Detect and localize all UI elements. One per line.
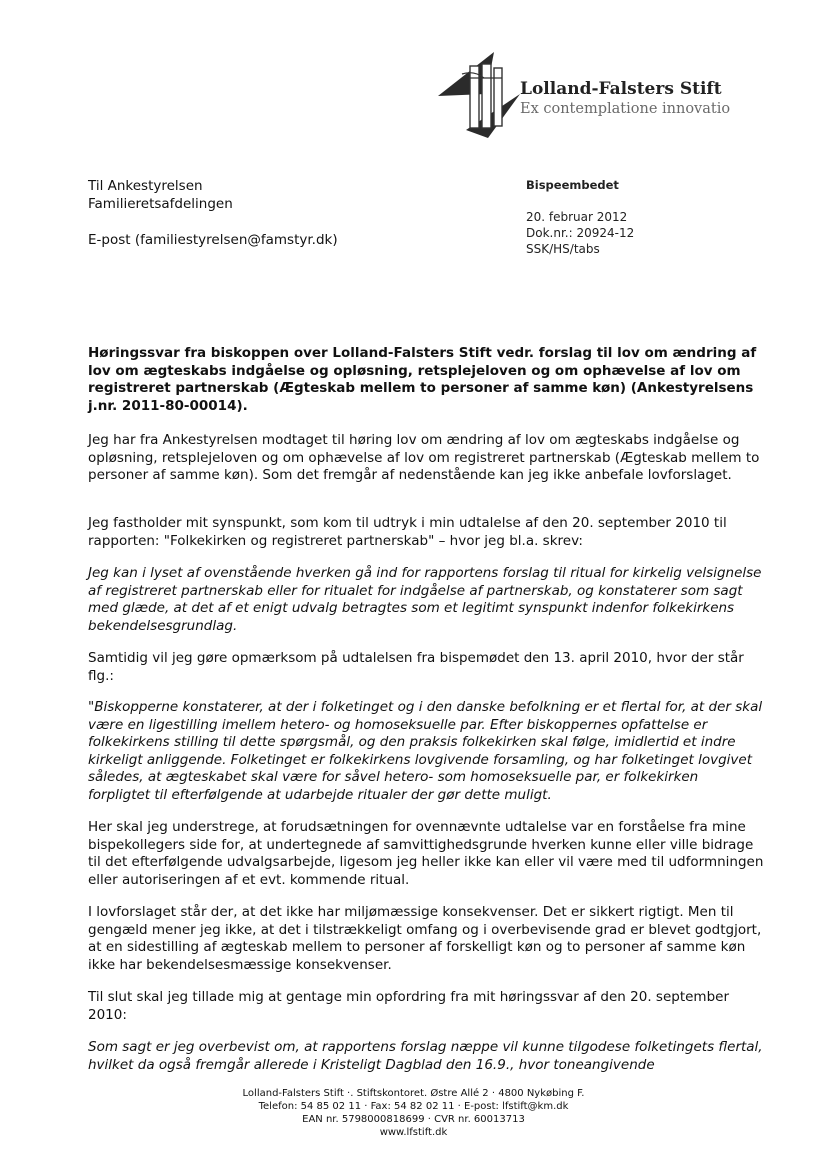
- paragraph-closing: Til slut skal jeg tillade mig at gentage min opfordring fra mit høringssvar af den 20. september 2010:: [88, 989, 729, 1023]
- document-date: 20. februar 2012: [526, 210, 628, 224]
- footer-address: Lolland-Falsters Stift ·. Stiftskontoret. Østre Allé 2 · 4800 Nykøbing F.: [242, 1088, 585, 1099]
- recipient-address: [88, 177, 338, 249]
- footer-contact: Telefon: 54 85 02 11 · Fax: 54 82 02 11 · E-post: lfstift@km.dk: [258, 1101, 569, 1112]
- quote-final: Som sagt er jeg overbevist om, at rapportens forslag næppe vil kunne tilgodese folketingets flertal, hvilket da også fremgår allerede i Kristeligt Dagblad den 16.9., hvor toneangivende: [88, 1039, 763, 1073]
- sender-office: Bispeembedet: [526, 178, 619, 192]
- footer-website: www.lfstift.dk: [379, 1127, 448, 1138]
- footer-registration: EAN nr. 5798000818699 · CVR nr. 60013713: [302, 1114, 525, 1125]
- logo-motto: Ex contemplatione innovatio: [520, 101, 731, 117]
- recipient-line1: Til Ankestyrelsen: [88, 178, 203, 194]
- paragraph-position: Jeg fastholder mit synspunkt, som kom til udtryk i min udtalelse af den 20. september 2010 til rapporten: "Folkekirken og registreret partnerskab" – hvor jeg bl.a. skrev:: [88, 515, 727, 549]
- quote-2010-statement: Jeg kan i lyset af ovenstående hverken gå ind for rapportens forslag til ritual for kirkelig velsignelse af registreret partnerskab eller for ritualet for indgåelse af partnerskab, og konstaterer som sagt med glæde, at det af et enigt udvalg betragtes som et legitimt synspunkt indenfor folkekirkens bekendelsesgrundlag.: [88, 565, 762, 634]
- document-meta: [526, 209, 634, 257]
- paragraph-bishops-meeting: Samtidig vil jeg gøre opmærksom på udtalelsen fra bispemødet den 13. april 2010, hvor der står flg.:: [88, 650, 744, 684]
- paragraph-consequences: I lovforslaget står der, at det ikke har miljømæssige konsekvenser. Det er sikkert rigtigt. Men til gengæld mener jeg ikke, at det i tilstrækkeligt omfang og i overbevisende grad er blevet godtgjort, at en sidestilling af ægteskab mellem to personer af forskelligt køn og to personer af samme køn ikke har bekendelsesmæssige konsekvenser.: [88, 904, 762, 973]
- document-reference: SSK/HS/tabs: [526, 242, 600, 256]
- letter-heading: Høringssvar fra biskoppen over Lolland-Falsters Stift vedr. forslag til lov om ændring af lov om ægteskabs indgåelse og opløsning, retsplejeloven og om ophævelse af lov om registreret partnerskab (Ægteskab mellem to personer af samme køn) (Ankestyrelsens j.nr. 2011-80-00014).: [88, 345, 757, 414]
- recipient-line2: Familieretsafdelingen: [88, 196, 233, 212]
- letter-footer: [0, 1087, 827, 1139]
- quote-bishops: "Biskopperne konstaterer, at der i folketinget og i den danske befolkning er et flertal for, at der skal være en ligestilling imellem hetero- og homoseksuelle par. Efter biskoppernes opfattelse er folkekirkens stilling til dette spørgsmål, og den praksis folkekirken skal følge, imidlertid et indre kirkeligt anliggende. Folketinget er folkekirkens lovgivende forsamling, og har folketinget lovgivet således, at ægteskabet skal være for såvel hetero- som homoseksuelle par, er folkekirken forpligtet til efterfølgende at udarbejde ritualer der gør dette muligt.: [88, 699, 763, 803]
- recipient-email: E-post (familiestyrelsen@famstyr.dk): [88, 232, 338, 248]
- document-number: Dok.nr.: 20924-12: [526, 226, 635, 240]
- diocese-logo-icon: [436, 44, 522, 140]
- paragraph-emphasis: Her skal jeg understrege, at forudsætningen for ovennævnte udtalelse var en forståelse fra mine bispekollegers side for, at undertegnede af samvittighedsgrunde hverken kunne eller ville bidrage til det efterfølgende udvalgsarbejde, ligesom jeg heller ikke kan eller vil være med til udformningen eller autoriseringen af et evt. kommende ritual.: [88, 819, 764, 888]
- paragraph-intro: Jeg har fra Ankestyrelsen modtaget til høring lov om ændring af lov om ægteskabs indgåelse og opløsning, retsplejeloven og om ophævelse af lov om registreret partnerskab (Ægteskab mellem to personer af samme køn). Som det fremgår af nedenstående kan jeg ikke anbefale lovforslaget.: [88, 432, 760, 484]
- logo-name: Lolland-Falsters Stift: [520, 79, 722, 99]
